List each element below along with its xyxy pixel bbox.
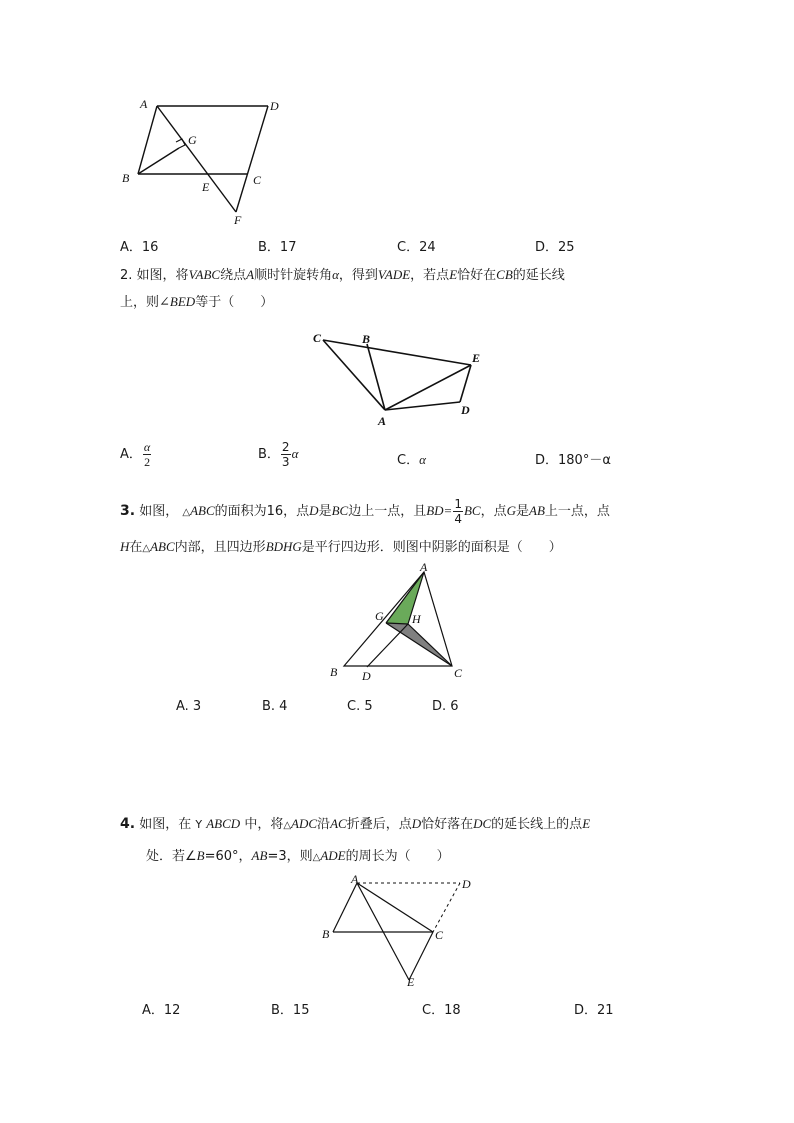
triangle-icon: △ [142, 543, 151, 554]
q3-segment: AB [529, 503, 545, 518]
q3-label-b: B [330, 665, 338, 679]
q4-option-d[interactable]: D．21 [574, 1003, 614, 1018]
q3-text: 边上一点，且 [348, 504, 427, 519]
q2-point: A [246, 267, 255, 282]
q2-text: 上，则 [120, 295, 160, 310]
q1-label-d: D [270, 99, 279, 113]
q2-angle: α [332, 267, 339, 282]
q3-label-d: D [362, 669, 371, 683]
q2-text: ，若点 [410, 268, 450, 283]
fraction-numerator: 1 [454, 497, 462, 511]
q4-segment: AC [330, 816, 347, 831]
q3-stem-line1 [120, 497, 610, 526]
q4-segment: DC [473, 816, 492, 831]
q4-text: 处．若∠ [146, 849, 197, 864]
q1-label-f: F [234, 213, 242, 227]
q4-point: D [411, 816, 422, 831]
q4-figure [315, 872, 485, 990]
q3-triangle: ABC [190, 503, 215, 518]
q2-option-c[interactable] [397, 449, 426, 468]
q3-text: 的面积为16，点 [214, 504, 310, 519]
q3-text: 是 [318, 504, 332, 519]
q2-figure [305, 322, 505, 432]
q3-quadrilateral: BDHG [265, 539, 302, 554]
q4-text: =60°， [204, 849, 252, 864]
q2-text: 绕点 [220, 268, 247, 283]
q3-segment: BC [463, 503, 481, 518]
triangle-icon: △ [312, 852, 321, 863]
q2-text: ，得到 [338, 268, 378, 283]
q2-option-b-fraction [281, 440, 291, 469]
q2-option-b[interactable] [258, 440, 298, 469]
q3-number: 3. [120, 503, 136, 519]
q2-option-a[interactable] [120, 440, 152, 469]
option-value: α [419, 452, 426, 467]
q1-label-g: G [188, 133, 197, 147]
triangle-icon: △ [283, 820, 292, 831]
q2-point: E [449, 267, 458, 282]
q4-triangle: ADE [320, 848, 346, 863]
q2-stem-line1 [120, 264, 565, 283]
option-prefix: B． [258, 447, 280, 462]
triangle-icon: △ [182, 507, 191, 518]
q2-label-d: D [461, 403, 470, 417]
q3-option-d[interactable]: D. 6 [432, 699, 459, 714]
q4-segment: AB [251, 848, 268, 863]
q3-point: H [120, 539, 130, 554]
q2-option-a-fraction [143, 440, 151, 469]
q2-label-e: E [472, 351, 481, 365]
q3-segment: BD= [426, 503, 453, 518]
q2-label-a: A [378, 414, 387, 428]
q1-label-e: E [202, 180, 210, 194]
q4-number: 4. [120, 816, 136, 832]
q3-text: 是 [516, 504, 530, 519]
q3-point: G [506, 503, 516, 518]
q3-fraction [453, 497, 463, 526]
q3-text: 如图， [139, 504, 179, 519]
q4-stem-line1 [120, 813, 590, 832]
q4-option-b[interactable]: B．15 [271, 1003, 310, 1018]
q1-option-c[interactable]: C．24 [397, 240, 436, 255]
parallelogram-icon: Y [195, 818, 203, 831]
q2-label-c: C [313, 331, 322, 345]
q2-text: 顺时针旋转角 [254, 268, 333, 283]
q2-triangle-abc: VABC [188, 267, 221, 282]
q3-text: ，点 [480, 504, 507, 519]
q2-number: 2. [120, 268, 133, 283]
q4-text: 如图，在 [139, 817, 192, 832]
q4-option-a[interactable]: A．12 [142, 1003, 181, 1018]
q4-triangle: ADC [291, 816, 318, 831]
q4-label-a: A [351, 872, 359, 886]
q3-label-g: G [375, 609, 384, 623]
q4-point: E [582, 816, 591, 831]
q4-text: 的周长为（ ） [345, 849, 450, 864]
q3-option-b[interactable]: B. 4 [262, 699, 288, 714]
q1-label-c: C [253, 173, 262, 187]
q4-label-e: E [407, 975, 415, 989]
option-prefix: D． [535, 453, 559, 468]
q4-label-c: C [435, 928, 444, 942]
q1-option-a[interactable]: A．16 [120, 240, 159, 255]
q4-label-b: B [322, 927, 330, 941]
q2-stem-line2 [120, 291, 273, 310]
q2-text: 如图，将 [136, 268, 189, 283]
option-symbol: α [291, 446, 299, 461]
q3-point: D [309, 503, 319, 518]
q1-option-b[interactable]: B．17 [258, 240, 297, 255]
q1-label-b: B [122, 171, 130, 185]
q2-triangle-ade: VADE [377, 267, 411, 282]
q2-option-d[interactable] [535, 449, 611, 468]
option-prefix: C． [397, 453, 420, 468]
fraction-denominator: 3 [281, 455, 290, 469]
fraction-numerator: α [143, 440, 151, 454]
q3-text: 内部，且四边形 [174, 540, 266, 555]
q2-text: 的延长线 [512, 268, 565, 283]
fraction-denominator: 4 [454, 512, 462, 526]
fraction-denominator: 2 [144, 455, 151, 469]
q3-label-c: C [454, 666, 463, 680]
q1-option-d[interactable]: D．25 [535, 240, 575, 255]
q4-text: 恰好落在 [421, 817, 474, 832]
q3-label-h: H [412, 612, 421, 626]
q4-text: 沿 [317, 817, 331, 832]
q3-label-a: A [420, 562, 428, 574]
q3-stem-line2 [120, 536, 562, 555]
fraction-numerator: 2 [281, 440, 290, 454]
q2-angle-bed: ∠BED [159, 294, 196, 309]
q2-text: 恰好在 [457, 268, 497, 283]
q1-figure [110, 92, 300, 232]
q1-label-a: A [140, 97, 148, 111]
q3-option-a[interactable]: A. 3 [176, 699, 202, 714]
q3-option-c[interactable]: C. 5 [347, 699, 373, 714]
q3-figure [320, 562, 480, 686]
q2-text: 等于（ ） [195, 295, 274, 310]
q4-text: 中，将 [244, 817, 284, 832]
q3-text: 是平行四边形．则图中阴影的面积是（ ） [301, 540, 562, 555]
q4-label-d: D [462, 877, 471, 891]
q4-text: 的延长线上的点 [491, 817, 583, 832]
q3-text: 上一点，点 [544, 504, 610, 519]
q4-text: =3，则 [267, 849, 313, 864]
q3-segment: BC [331, 503, 349, 518]
q3-triangle: ABC [150, 539, 175, 554]
q4-stem-line2 [146, 845, 450, 864]
option-value: 180°－α [558, 453, 611, 468]
q4-text: 折叠后，点 [346, 817, 412, 832]
q4-point: B [196, 848, 205, 863]
q2-label-b: B [362, 332, 371, 346]
option-prefix: A． [120, 447, 142, 462]
q3-text: 在 [129, 540, 143, 555]
q4-option-c[interactable]: C．18 [422, 1003, 461, 1018]
q2-segment: CB [496, 267, 513, 282]
q4-parallelogram: ABCD [206, 816, 241, 831]
